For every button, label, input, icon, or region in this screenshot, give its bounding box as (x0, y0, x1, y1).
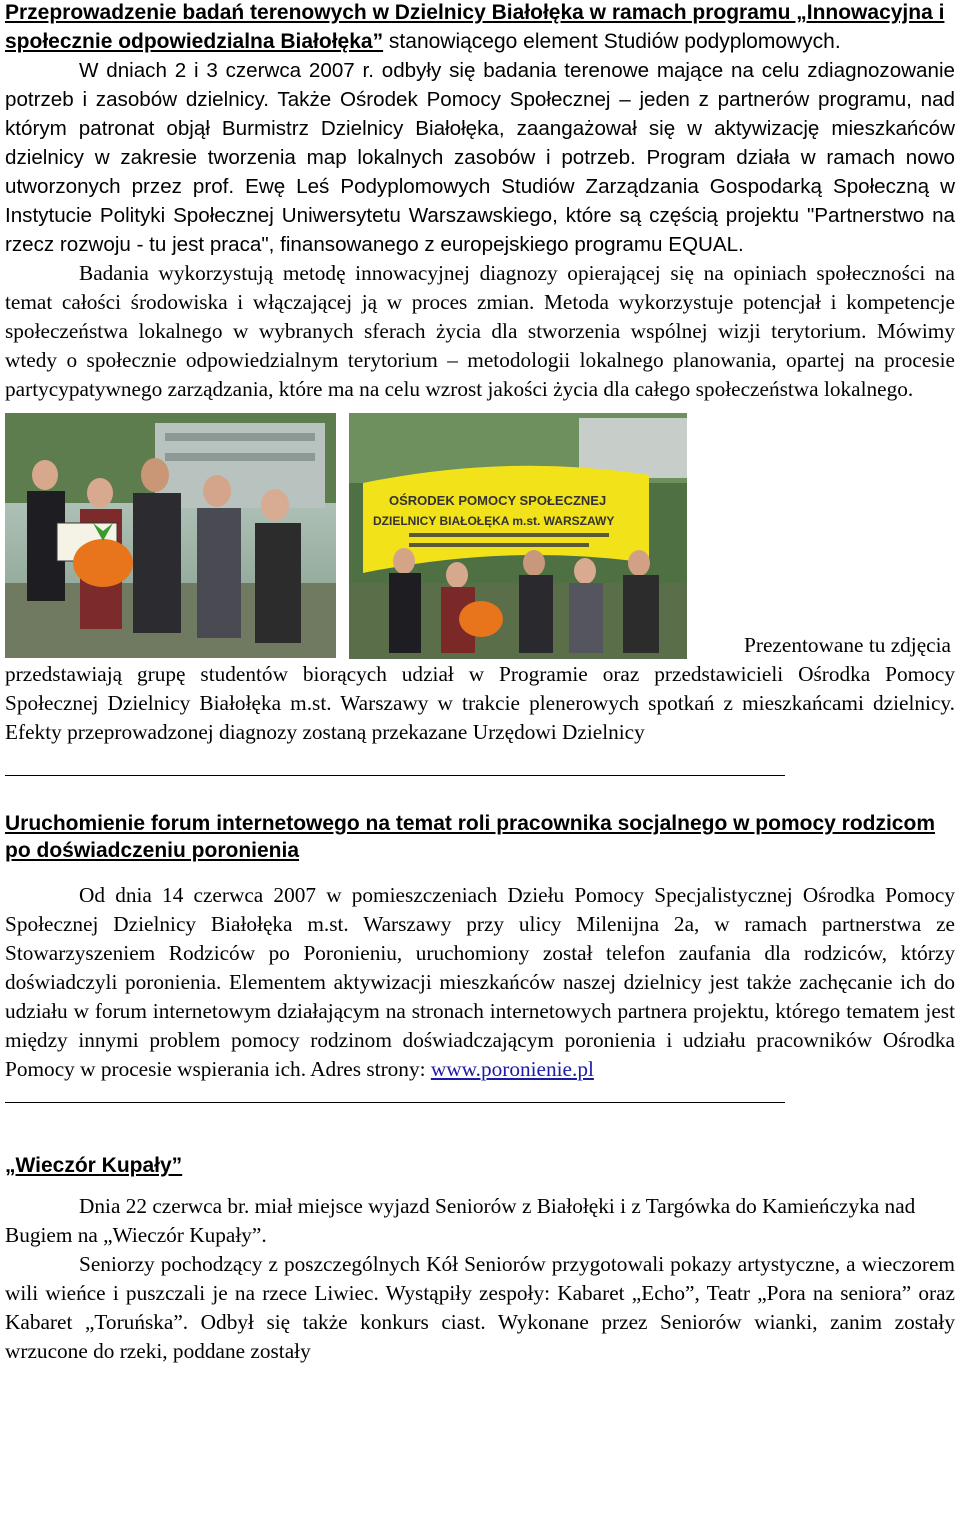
photo-caption-start: Prezentowane tu zdjęcia (744, 633, 951, 657)
heading-bold-text: Przeprowadzenie badań terenowych w Dzielnicy Białołęka w ramach programu „Innowacyjna i społecznie odpowiedzialna Białołęka” (5, 1, 945, 53)
group-photo-2 (349, 413, 687, 659)
paragraph-research-dates: W dniach 2 i 3 czerwca 2007 r. odbyły się badania terenowe mające na celu zdiagnozowanie potrzeb i zasobów dzielnicy. (5, 59, 955, 111)
paragraph-forum (5, 881, 955, 1084)
paragraph-forum-text: Od dnia 14 czerwca 2007 w pomieszczeniach Dziełu Pomocy Specjalistycznej Ośrodka Pomocy Społecznej Dzielnicy Białołęka m.st. Warszawy przy ulicy Milenijna 2a, w ramach partnerstwa ze Stowarzyszeniem Rodziców po Poronieniu, uruchomiony został telefon zaufania dla rodziców, którzy doświadczyli poronienia. Elementem aktywizacji mieszkańców naszej dzielnicy jest także zachęcanie ich do udziału w forum internetowym działającym na stronach internetowych partnera projektu, którego tematem jest między innymi problem pomocy rodzinom doświadczającym poronienia i udziału pracowników Ośrodka Pomocy w procesie wspierania ich. Adres strony: (5, 883, 955, 1081)
document-page (5, 0, 955, 1366)
section-heading-field-research (5, 0, 955, 56)
paragraph-kupala-trip: Dnia 22 czerwca br. miał miejsce wyjazd Seniorów z Białołęki i z Targówka do Kamieńczyka nad Bugiem na „Wieczór Kupały”. (5, 1194, 916, 1247)
banner-line-1: OŚRODEK POMOCY SPOŁECZNEJ (389, 493, 607, 508)
paragraph-research-method: Badania wykorzystują metodę innowacyjnej diagnozy opierającej się na opiniach społeczności na temat całości środowiska i włączającej ją w proces zmian. Metoda wykorzystuje potencjał i kompetencje społeczeństwa lokalnego w wybranych sferach życia dla stworzenia wspólnej wizji terytorium. Mówimy wtedy o społecznie odpowiedzialnym terytorium – metodologii lokalnego planowania, opartej na procesie partycypatywnego zarządzania, które ma na celu wzrost jakości życia dla całego społeczeństwa lokalnego. (5, 261, 955, 401)
heading-rest-text: stanowiącego element Studiów podyplomowych. (383, 30, 841, 53)
group-photo-1 (5, 413, 336, 658)
section-divider-2 (5, 1102, 785, 1103)
paragraph-research-partners: Także Ośrodek Pomocy Społecznej – jeden z partnerów programu, nad którym patronat objął Burmistrz Dzielnicy Białołęka, zaangażował się w aktywizację mieszkańców dzielnicy w zakresie tworzenia map lokalnych zasobów i potrzeb. Program działa w ramach nowo utworzonych przez prof. Ewę Leś Podyplomowych Studiów Zarządzania Gospodarką Społeczną w Instytucie Polityki Społecznej Uniwersytetu Warszawskiego, które są częścią projektu "Partnerstwo na rzecz rozwoju - tu jest praca", finansowanego z europejskiego programu EQUAL. (5, 88, 955, 256)
paragraph-kupala-program: Seniorzy pochodzący z poszczególnych Kół Seniorów przygotowali pokazy artystyczne, a wieczorem wili wieńce i puszczali je na rzece Liwiec. Wystąpiły zespoły: Kabaret „Echo”, Teatr „Pora na seniora” oraz Kabaret „Toruńska”. Odbył się także konkurs ciast. Wykonane przez Seniorów wianki, zanim zostały wrzucone do rzeki, poddane zostały (5, 1252, 955, 1363)
banner-line-2: DZIELNICY BIAŁOŁĘKA m.st. WARSZAWY (373, 514, 615, 528)
paragraph-field-research (5, 56, 955, 259)
section-divider-1 (5, 775, 785, 776)
section-heading-kupala: „Wieczór Kupały” (5, 1154, 183, 1177)
section-heading-forum: Uruchomienie forum internetowego na temat roli pracownika socjalnego w pomocy rodzicom po doświadczeniu poronienia (5, 812, 935, 862)
photo-row (5, 413, 955, 658)
photo-caption: przedstawiają grupę studentów biorących udział w Programie oraz przedstawicieli Ośrodka Pomocy Społecznej Dzielnicy Białołęka m.st. Warszawy w trakcie plenerowych spotkań z mieszkańcami dzielnicy. Efekty przeprowadzonej diagnozy zostaną przekazane Urzędowi Dzielnicy (5, 662, 955, 744)
poronienie-link[interactable]: www.poronienie.pl (430, 1057, 594, 1081)
